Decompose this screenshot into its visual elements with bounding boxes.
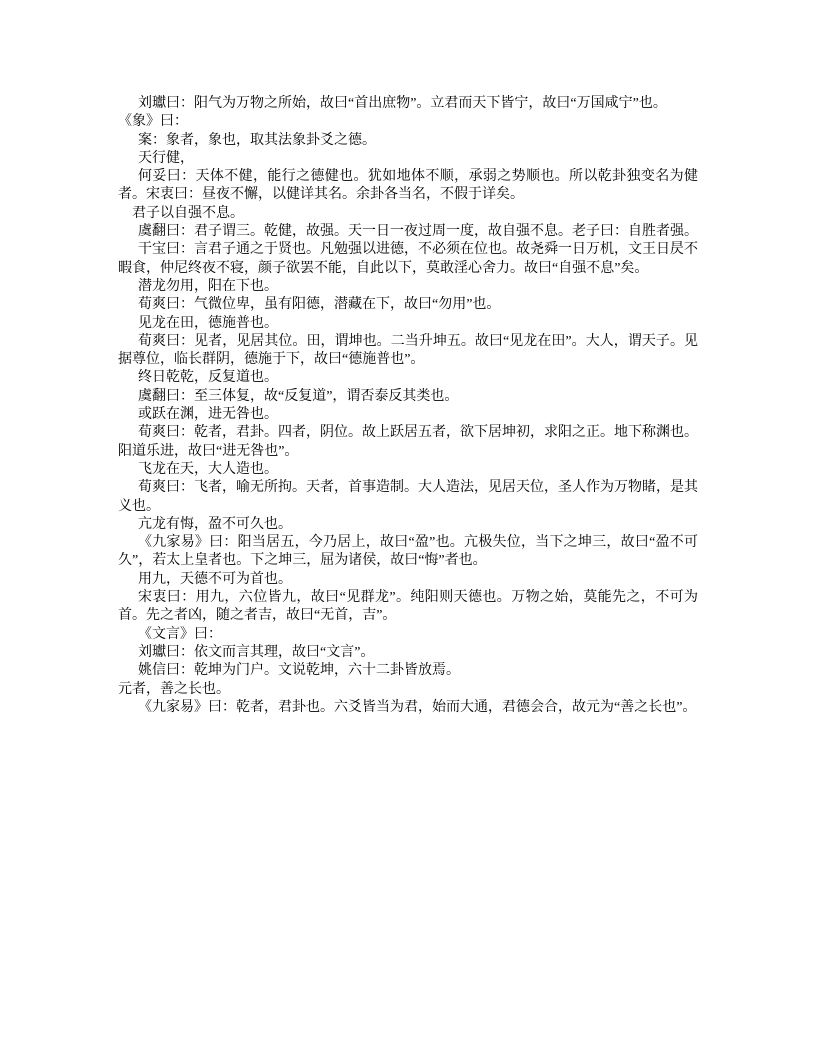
para-xun-shuang-huoyue: 荀爽曰：乾者，君卦。四者，阴位。故上跃居五者，欲下居坤初，求阳之正。地下称渊也。阳道乐进，故曰“进无咎也”。: [118, 425, 698, 459]
para-jiujiayi-kanglong: 《九家易》曰：阳当居五，今乃居上，故曰“盈”也。亢极失位，当下之坤三，故曰“盈不可久”，若太上皇者也。下之坤三，屈为诸侯，故曰“悔”者也。: [118, 535, 698, 569]
document-text-area: [118, 95, 698, 717]
para-he-tuo-song-zhong: 何妥曰：天体不健，能行之德健也。犹如地体不顺，承弱之势顺也。所以乾卦独变名为健者。宋衷曰：昼夜不懈，以健详其名。余卦各当名，不假于详矣。: [118, 169, 698, 203]
para-huoyue-zaiyuan: 或跃在渊，进无咎也。: [138, 407, 278, 423]
para-xiang-zhuan-heading: 《象》曰：: [118, 114, 188, 130]
para-tian-xing-jian: 天行健，: [138, 150, 194, 166]
para-zhongri-qianqian: 终日乾乾，反复道也。: [138, 370, 278, 386]
para-liu-huan-wenyan: 刘瓛曰：依文而言其理，故曰“文言”。: [138, 644, 375, 660]
para-gan-bao: 干宝曰：言君子通之于贤也。凡勉强以进德，不必须在位也。故尧舜一日万机，文王日昃不暇食，仲尼终夜不寝，颜子欲罢不能，自此以下，莫敢淫心舍力。故曰“自强不息”矣。: [118, 242, 698, 276]
para-song-zhong-yongjiu: 宋衷曰：用九，六位皆九，故曰“见群龙”。纯阳则天德也。万物之始，莫能先之，不可为首。先之者凶，随之者吉，故曰“无首，吉”。: [118, 590, 698, 624]
para-xun-shuang-qianlong: 荀爽曰：气微位卑，虽有阳德，潜藏在下，故曰“勿用”也。: [138, 297, 501, 313]
para-liu-huan-comment: 刘瓛曰：阳气为万物之所始，故曰“首出庶物”。立君而天下皆宁，故曰“万国咸宁”也。: [138, 96, 667, 111]
para-yuanzhe-shanzhichang: 元者，善之长也。: [118, 681, 230, 697]
para-feilong-zaitian: 飞龙在天，大人造也。: [138, 461, 278, 477]
para-qianlong-wuyong: 潜龙勿用，阳在下也。: [138, 278, 278, 294]
para-xun-shuang-feilong: 荀爽曰：飞者，喻无所拘。天者，首事造制。大人造法，见居天位，圣人作为万物睹，是其义也。: [118, 480, 698, 514]
para-kanglong-youhui: 亢龙有悔，盈不可久也。: [138, 516, 292, 532]
para-jiujiayi-yuanzhe: 《九家易》曰：乾者，君卦也。六爻皆当为君，始而大通，君德会合，故元为“善之长也”。: [138, 699, 697, 715]
para-xun-shuang-jianlong: 荀爽曰：见者，见居其位。田，谓坤也。二当升坤五。故曰“见龙在田”。大人，谓天子。见据尊位，临长群阴，德施于下，故曰“德施普也”。: [118, 333, 698, 368]
para-junzi-ziqiang: 君子以自强不息。: [132, 205, 244, 221]
para-yao-xin: 姚信曰：乾坤为门户。文说乾坤，六十二卦皆放焉。: [138, 663, 460, 679]
para-jianlong-zaitian: 见龙在田，德施普也。: [138, 315, 278, 331]
para-wenyan-heading: 《文言》曰：: [138, 626, 222, 642]
para-yu-fan-junzi: 虞翻曰：君子谓三。乾健，故强。天一日一夜过周一度，故自强不息。老子曰：自胜者强。: [138, 224, 698, 240]
para-an-note: 案：象者，象也，取其法象卦爻之德。: [138, 132, 376, 148]
para-yu-fan-fanfu: 虞翻曰：至三体复，故“反复道”，谓否泰反其类也。: [138, 388, 459, 404]
para-yongjiu: 用九，天德不可为首也。: [138, 571, 292, 587]
